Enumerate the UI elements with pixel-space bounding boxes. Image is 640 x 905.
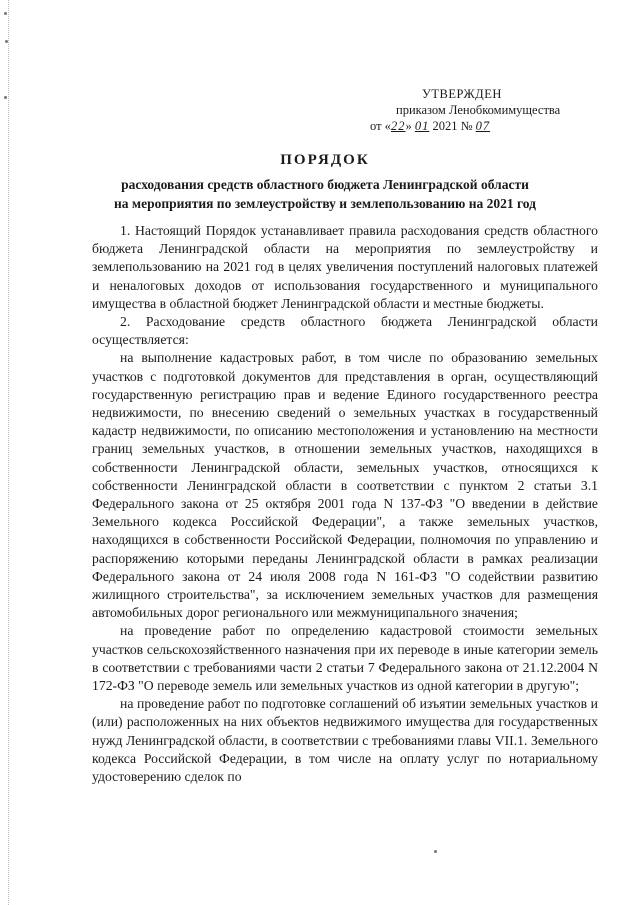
scan-speck <box>5 40 8 43</box>
scan-speck <box>4 96 7 99</box>
date-day: 22 <box>390 119 406 133</box>
paragraph-2: 2. Расходование средств областного бюджета Ленинградской области осуществляется: <box>92 314 598 348</box>
scan-margin-line <box>8 0 10 905</box>
approval-date <box>370 118 600 134</box>
document-body <box>92 222 598 786</box>
paragraph-1: 1. Настоящий Порядок устанавливает правила расходования средств областного бюджета Ленинградской области на мероприятия по землеустройству и землепользованию на 2021 год в целях увеличения поступлений налоговых платежей и неналоговых доходов от использования государственного и муниципального имущества в областной бюджет Ленинградской области и местные бюджеты. <box>92 223 598 311</box>
date-year: 2021 № <box>429 119 476 133</box>
approval-order: приказом Ленобкомимущества <box>396 103 561 117</box>
document-subtitle-line-1: расходования средств областного бюджета Ленинградской области <box>121 177 529 192</box>
scan-speck <box>4 12 7 15</box>
approval-stamp <box>370 86 600 134</box>
date-number: 07 <box>475 119 491 133</box>
paragraph-seizure-agreements: на проведение работ по подготовке соглашений об изъятии земельных участков и (или) расположенных на них объектов недвижимого имущества для государственных нужд Ленинградской области, в соответствии с требованиями главы VII.1. Земельного кодекса Российской Федерации, в том числе на оплату услуг по нотариальному удостоверению сделок по <box>92 696 598 785</box>
approval-title: УТВЕРЖДЕН <box>422 87 502 101</box>
document-subtitle-line-2: на мероприятия по землеустройству и землепользованию на 2021 год <box>114 196 536 211</box>
document-title-block <box>70 152 580 213</box>
paragraph-cadastral-value: на проведение работ по определению кадастровой стоимости земельных участков сельскохозяйственного назначения при их переводе в иные категории земель в соответствии с требованиями части 2 статьи 7 Федерального закона от 21.12.2004 N 172-ФЗ "О переводе земель или земельных участков из одной категории в другую"; <box>92 623 598 694</box>
paragraph-cadastral-works: на выполнение кадастровых работ, в том числе по образованию земельных участков с подготовкой документов для представления в орган, осуществляющий государственную регистрацию прав и ведение Единого государственного реестра недвижимости, по внесению сведений о земельных участках в государственный кадастр недвижимости, по описанию местоположения и установлению на местности границ земельных участков, в отношении земельных участков, находящихся в собственности Ленинградской области, земельных участков, относящихся к собственности Ленинградской области в соответствии с пунктом 2 статьи 3.1 Федерального закона от 25 октября 2001 года N 137-ФЗ "О введении в действие Земельного кодекса Российской Федерации", а также земельных участков, находящихся в собственности Российской Федерации, полномочия по управлению и распоряжению которыми переданы Ленинградской области в рамках реализации Федерального закона от 24 июля 2008 года N 161-ФЗ "О содействии развитию жилищного строительства", за исключением земельных участков для размещения автомобильных дорог регионального или межмуниципального значения; <box>92 350 598 621</box>
date-month: 01 <box>414 119 430 133</box>
document-title: ПОРЯДОК <box>280 152 370 168</box>
scan-speck <box>434 850 437 853</box>
date-mid: » <box>405 119 415 133</box>
date-prefix: от « <box>370 119 391 133</box>
